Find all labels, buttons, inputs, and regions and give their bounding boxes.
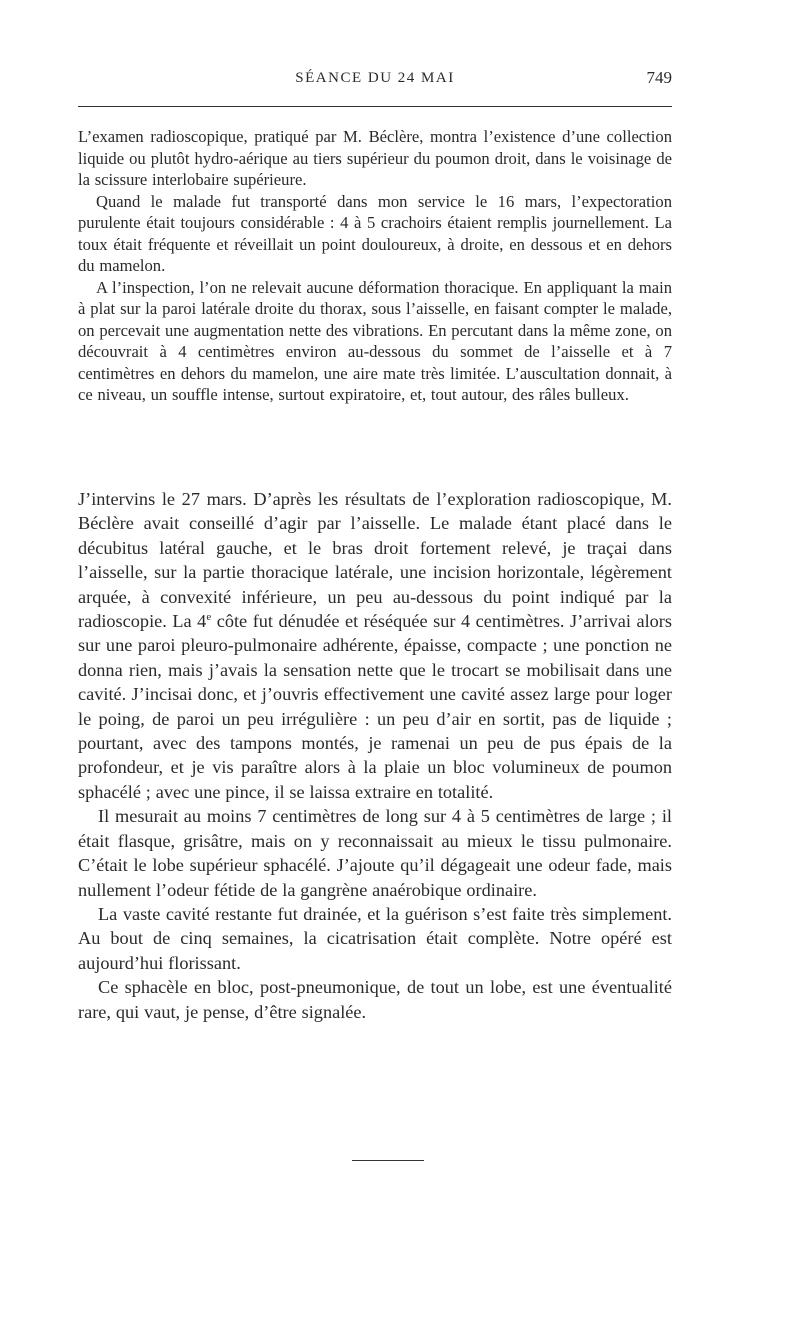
ordinal-superscript: e — [206, 610, 212, 623]
paragraph-inspection: A l’inspection, l’on ne relevait aucune déformation thoracique. En appliquant la main à plat sur la paroi latérale droite du thorax, sous l’aisselle, en faisant compter le malade, on percevait une augmentation nette des vibrations. En percutant dans la même zone, on découvrait à 4 centimètres environ au-dessous du sommet de l’aisselle et à 7 centimètres en dehors du mamelon, une aire mate très limitée. L’auscultation donnait, à ce niveau, un souffle intense, surtout expiratoire, et, tout autour, des râles bulleux. — [78, 277, 672, 404]
header-rule — [78, 106, 672, 107]
paragraph-intervention — [78, 487, 672, 804]
paragraph-conclusion: Ce sphacèle en bloc, post-pneumonique, de tout un lobe, est une éventualité rare, qui vaut, je pense, d’être signalée. — [78, 977, 672, 1022]
running-head: SÉANCE DU 24 MAI — [295, 70, 455, 86]
paragraph-radioscopy: L’examen radioscopique, pratiqué par M. Béclère, montra l’existence d’une collection liquide ou plutôt hydro-aérique au tiers supérieur du poumon droit, dans le voisinage de la scissure interlobaire supérieure. — [78, 127, 672, 189]
intervention-text-part2: côte fut dénudée et réséquée sur 4 centimètres. J’arrivai alors sur une paroi pleuro-pulmonaire adhérente, épaisse, compacte ; une ponction ne donna rien, mais j’avais la sensation nette que le trocart se mobilisait dans une cavité. J’incisai donc, et j’ouvris effectivement une cavité assez large pour loger le poing, de paroi un peu irrégulière : un peu d’air en sortit, pas de liquide ; pourtant, avec des tampons montés, je ramenai un peu de pus épais de la profondeur, et je vis paraître alors à la plaie un bloc volumineux de poumon sphacélé ; avec une pince, il se laissa extraire en totalité. — [78, 611, 672, 802]
paragraph-specimen: Il mesurait au moins 7 centimètres de long sur 4 à 5 centimètres de large ; il était flasque, grisâtre, mais on y reconnaissait au mieux le tissu pulmonaire. C’était le lobe supérieur sphacélé. J’ajoute qu’il dégageait une odeur fade, mais nullement l’odeur fétide de la gangrène anaérobique ordinaire. — [78, 806, 672, 900]
page-header — [78, 66, 672, 96]
paragraph-recovery: La vaste cavité restante fut drainée, et la guérison s’est faite très simplement. Au bout de cinq semaines, la cicatrisation était complète. Notre opéré est aujourd’hui florissant. — [78, 903, 672, 973]
operation-narrative-block — [78, 487, 672, 1024]
intervention-text-part1: J’intervins le 27 mars. D’après les résultats de l’exploration radioscopique, M. Béclère avait conseillé d’agir par l’aisselle. Le malade étant placé dans le décubitus latéral gauche, et le bras droit fortement relevé, je traçai dans l’aisselle, sur la partie thoracique latérale, une incision horizontale, légèrement arquée, à convexité inférieure, un peu au-dessous du point indiqué par la radioscopie. La 4 — [78, 489, 672, 632]
paragraph-admission: Quand le malade fut transporté dans mon service le 16 mars, l’expectoration purulente était toujours considérable : 4 à 5 crachoirs étaient remplis journellement. La toux était fréquente et réveillait un point douloureux, à droite, en dessous et en dehors du mamelon. — [78, 191, 672, 275]
end-rule — [352, 1160, 424, 1161]
page-number: 749 — [646, 68, 672, 87]
quoted-observation-block — [78, 126, 672, 406]
